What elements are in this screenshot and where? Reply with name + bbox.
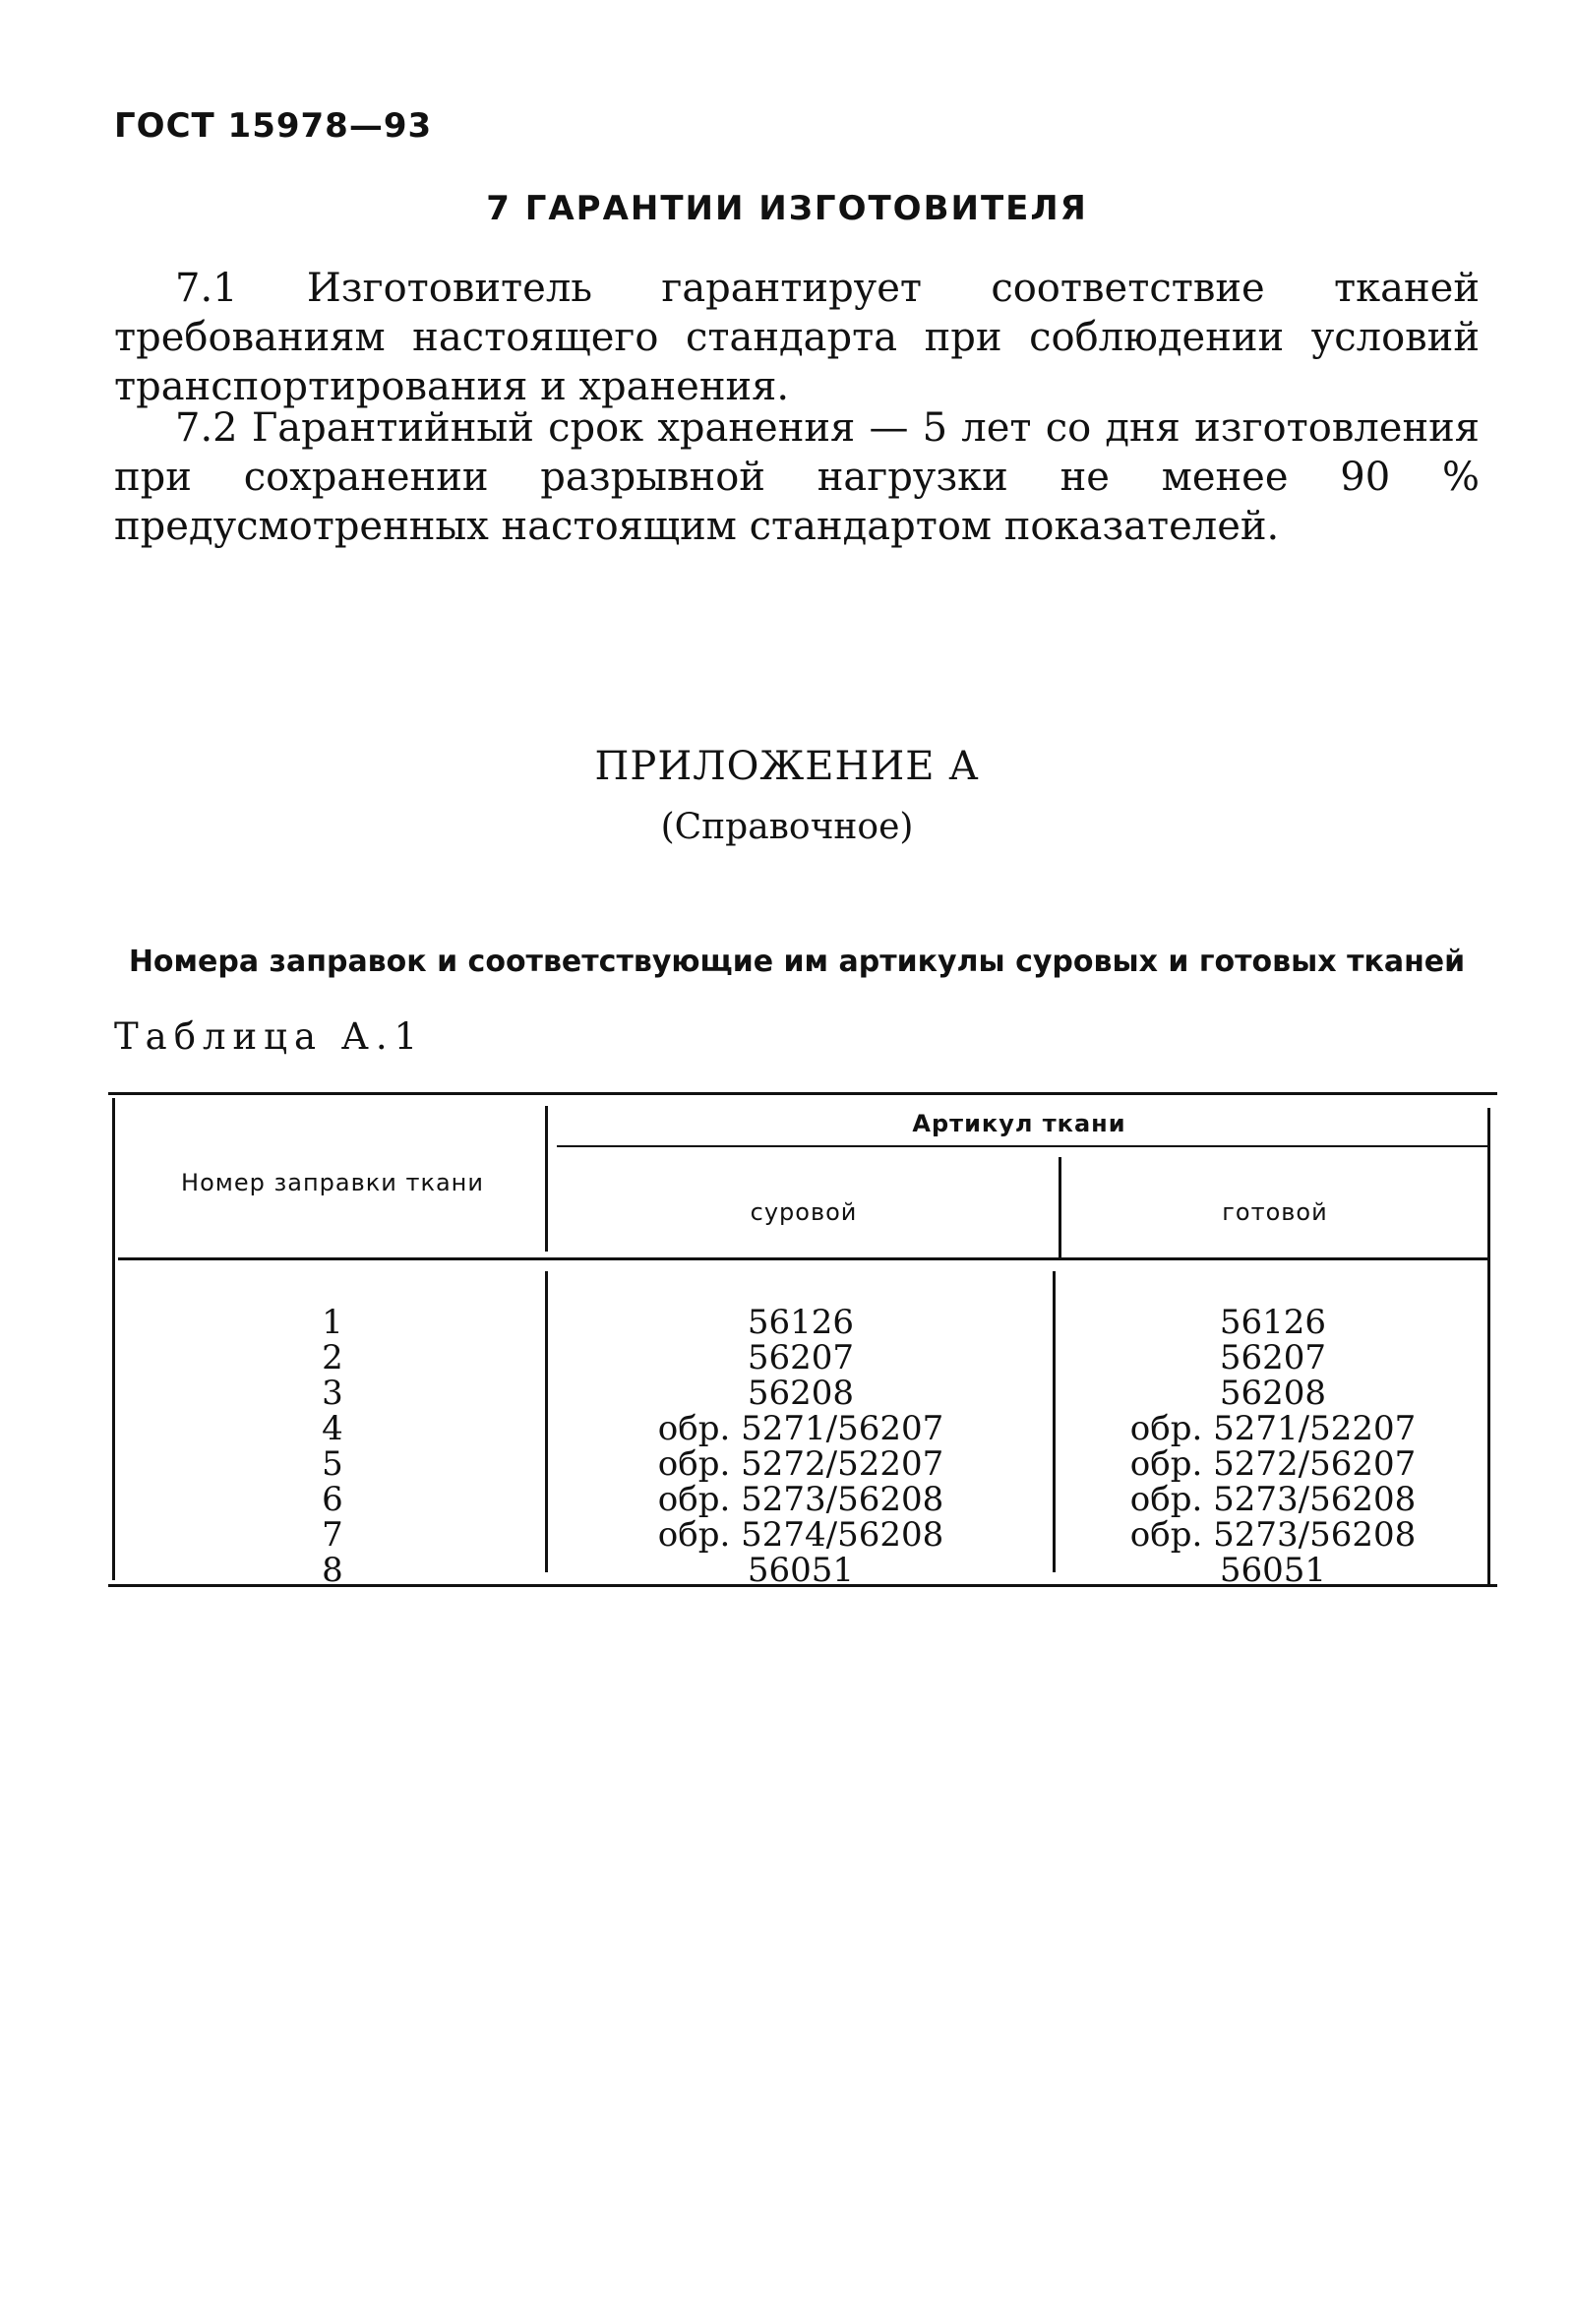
cell-finished: обр. 5273/56208 <box>1129 1515 1417 1555</box>
appendix-note: (Справочное) <box>660 807 914 847</box>
cell-finished: обр. 5272/56207 <box>1129 1444 1417 1484</box>
cell-number: 1 <box>322 1303 343 1342</box>
cell-finished: обр. 5273/56208 <box>1129 1480 1417 1519</box>
cell-raw: 56207 <box>747 1338 855 1377</box>
table-row <box>0 1482 1574 1517</box>
cell-raw: 56051 <box>747 1551 855 1590</box>
cell-number: 2 <box>322 1338 343 1377</box>
table-header-bottom-rule <box>118 1257 1487 1260</box>
table-header-divider-1 <box>545 1106 548 1252</box>
cell-raw: обр. 5272/52207 <box>657 1444 944 1484</box>
cell-number: 5 <box>322 1444 343 1484</box>
table-header-subrule <box>557 1145 1487 1147</box>
cell-raw: обр. 5273/56208 <box>657 1480 944 1519</box>
cell-finished: 56208 <box>1219 1374 1327 1413</box>
table-header-divider-2 <box>1059 1157 1061 1257</box>
table-row <box>0 1446 1574 1482</box>
cell-finished: 56207 <box>1219 1338 1327 1377</box>
table-row <box>0 1553 1574 1588</box>
cell-number: 4 <box>322 1409 343 1448</box>
cell-number: 7 <box>322 1515 343 1555</box>
document-code: ГОСТ 15978—93 <box>114 106 433 146</box>
cell-raw: обр. 5271/56207 <box>657 1409 944 1448</box>
table-row <box>0 1517 1574 1553</box>
header-article: Артикул ткани <box>912 1110 1126 1137</box>
cell-finished: 56126 <box>1219 1303 1327 1342</box>
table-row <box>0 1305 1574 1340</box>
cell-finished: обр. 5271/52207 <box>1129 1409 1417 1448</box>
cell-raw: 56208 <box>747 1374 855 1413</box>
cell-finished: 56051 <box>1219 1551 1327 1590</box>
header-raw: суровой <box>750 1198 858 1226</box>
table-top-rule <box>108 1092 1497 1095</box>
cell-number: 6 <box>322 1480 343 1519</box>
cell-number: 3 <box>322 1374 343 1413</box>
table-row <box>0 1340 1574 1376</box>
cell-number: 8 <box>322 1551 343 1590</box>
section-title: 7 ГАРАНТИИ ИЗГОТОВИТЕЛЯ <box>486 189 1088 228</box>
paragraph-7-1: 7.1 Изготовитель гарантирует соответствие тканей требованиям настоящего стандарта при соблюдении условий транспортирования и хранения. <box>114 266 1480 409</box>
table-row <box>0 1376 1574 1411</box>
header-finished: готовой <box>1222 1198 1328 1226</box>
header-number: Номер заправки ткани <box>181 1169 484 1196</box>
table-label: Таблица А.1 <box>114 1015 425 1058</box>
cell-raw: 56126 <box>747 1303 855 1342</box>
table-row <box>0 1411 1574 1446</box>
paragraph-7-2: 7.2 Гарантийный срок хранения — 5 лет со дня изготовления при сохранении разрывной нагрузки не менее 90 % предусмотренных настоящим стандартом показателей. <box>114 405 1480 549</box>
table-caption: Номера заправок и соответствующие им артикулы суровых и готовых тканей <box>128 945 1466 979</box>
cell-raw: обр. 5274/56208 <box>657 1515 944 1555</box>
table-body <box>0 1305 1574 1588</box>
appendix-title: ПРИЛОЖЕНИЕ А <box>594 744 980 789</box>
